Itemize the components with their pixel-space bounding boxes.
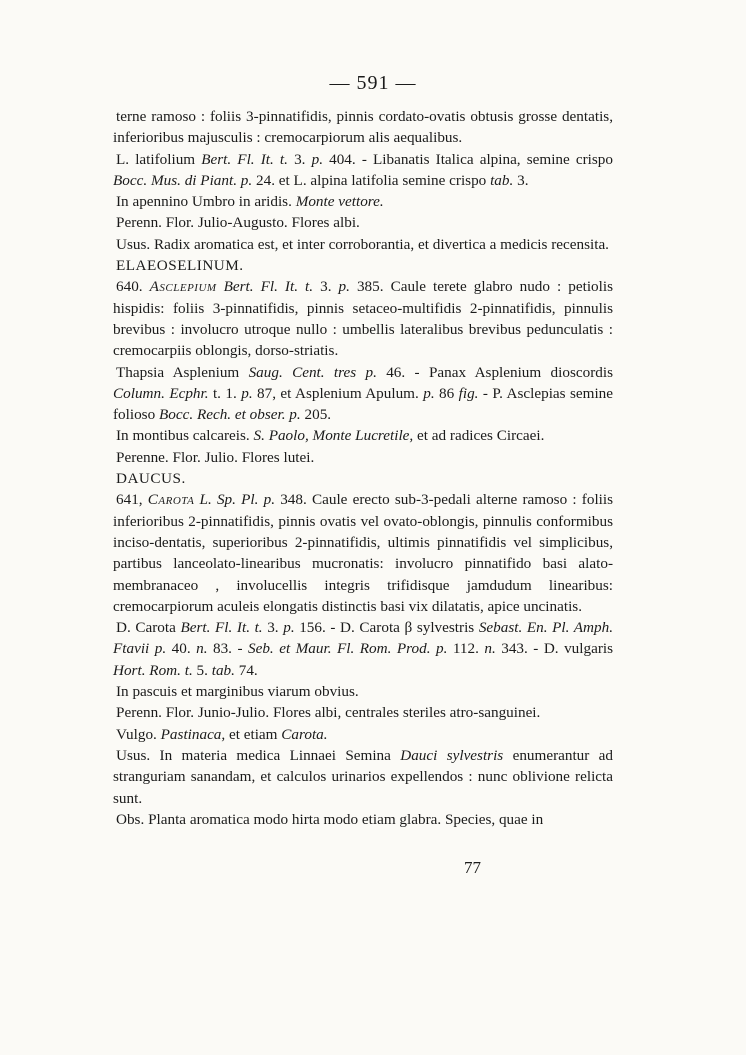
text-segment: L. Sp. Pl. p. — [199, 491, 276, 509]
text-segment: Asclepium — [149, 278, 217, 296]
paragraph-p04 — [113, 212, 613, 233]
text-segment: p. — [241, 384, 253, 402]
text-segment: Thapsia Asplenium — [116, 363, 249, 381]
text-segment: 640. — [116, 278, 150, 296]
paragraph-p07 — [113, 276, 613, 361]
text-segment: 385. Caule terete glabro nudo : petiolis hispidis: foliis 3-pinnatifidis, pinnis setaceo-multifidis 2-pinnatifidis, pinnulis brevibus : involucro utroque nullo : umbellis lateralibus brevibus pedunculatis : cremocarpiis oblongis, dorso-striatis. — [113, 278, 614, 360]
paragraph-p09 — [113, 425, 613, 446]
text-segment: Bert. Fl. It. t. — [201, 150, 288, 168]
paragraph-p05 — [113, 234, 613, 255]
text-segment: 3. — [313, 278, 339, 296]
text-segment: S. Paolo, Monte Lucretile, — [253, 427, 414, 445]
text-segment: 156. - D. Carota β sylvestris — [294, 619, 479, 637]
text-segment: 3. — [513, 171, 529, 189]
text-segment: Perenn. Flor. Junio-Julio. Flores albi, centrales steriles atro-sanguinei. — [116, 704, 541, 722]
text-segment: t. 1. — [208, 384, 242, 402]
text-segment: n. — [484, 640, 496, 658]
paragraph-p06 — [113, 255, 613, 276]
text-segment: Monte vettore. — [295, 193, 384, 211]
text-segment — [217, 278, 224, 295]
text-segment: Carota — [147, 491, 195, 509]
text-segment: p. — [283, 619, 295, 637]
text-segment: n. — [196, 640, 208, 658]
text-segment: tab. — [490, 171, 514, 189]
text-segment: Bocc. Mus. di Piant. p. — [113, 171, 253, 189]
text-segment: terne ramoso : foliis 3-pinnatifidis, pinnis cordato-ovatis obtusis grosse dentatis, inferioribus majusculis : cremocarpiorum alis aequalibus. — [113, 108, 613, 147]
text-segment: Saug. Cent. tres p. — [248, 363, 377, 381]
text-segment: Pastinaca, — [160, 725, 226, 743]
paragraph-p15 — [113, 702, 613, 723]
text-segment: p. — [311, 150, 323, 168]
paragraph-p01 — [113, 106, 613, 149]
text-segment: In montibus calcareis. — [116, 427, 254, 445]
text-segment: Hort. Rom. t. — [113, 661, 193, 679]
text-segment: enumerantur ad stranguriam sanandam, et calculos urinarios expellendos : nunc oblivione relicta sunt. — [113, 746, 614, 807]
text-segment: 40. — [166, 640, 197, 658]
paragraph-p10 — [113, 447, 613, 468]
text-segment: 86 — [434, 384, 459, 402]
text-segment: p. — [338, 278, 350, 296]
text-segment: 3. — [262, 619, 284, 637]
text-segment: fig. — [458, 384, 479, 402]
paragraph-p12 — [113, 489, 613, 617]
text-segment: Usus. In materia medica Linnaei Semina — [116, 746, 401, 764]
text-segment: 641, — [116, 491, 148, 509]
text-segment: 83. - — [207, 640, 248, 658]
text-segment: p. — [423, 384, 435, 402]
text-segment: ELAEOSELINUM. — [116, 257, 244, 275]
text-segment: Seb. et Maur. Fl. Rom. Prod. p. — [248, 640, 448, 658]
text-segment: 24. et L. alpina latifolia semine crispo — [252, 171, 491, 189]
text-segment: 5. — [192, 661, 212, 679]
text-segment: 205. — [300, 406, 332, 424]
text-segment: - P. Asclepias semine folioso — [113, 384, 614, 424]
text-segment: Vulgo. — [116, 725, 161, 743]
paragraph-p11 — [113, 468, 613, 489]
text-segment: L. latifolium — [116, 150, 202, 168]
paragraph-p02 — [113, 149, 613, 192]
signature-mark: 77 — [464, 858, 481, 877]
text-segment: et ad radices Circaei. — [413, 427, 545, 445]
text-segment: 74. — [234, 661, 258, 679]
text-segment: In pascuis et marginibus viarum obvius. — [116, 683, 359, 701]
paragraph-p14 — [113, 681, 613, 702]
paragraph-p18 — [113, 809, 613, 830]
text-segment: Dauci sylvestris — [400, 746, 504, 764]
paragraph-p13 — [113, 617, 613, 681]
text-segment: 112. — [447, 640, 485, 658]
text-segment: Bert. Fl. It. t. — [223, 278, 314, 296]
text-segment: 348. Caule erecto sub-3-pedali alterne ramoso : foliis inferioribus 2-pinnatifidis, pinnis ovatis vel ovato-oblongis, pinnulis conformibus inciso-dentatis, superioribus 2-pinnatifidis, ultimis pinnatifidis vel simplicibus, partibus lanceolato-linearibus mucronatis: involucro pinnatifido basi alato-membranaceo , involucellis integris trifidisque jamdudum linearibus: cremocarpiorum aculeis elongatis distinctis basi vix dilatatis, apice uncinatis. — [113, 491, 614, 615]
paragraph-p16 — [113, 724, 613, 745]
text-segment: 46. - Panax Asplenium dioscordis — [376, 363, 613, 381]
text-segment: Bert. Fl. It. t. — [180, 619, 263, 637]
paragraph-p08 — [113, 362, 613, 426]
text-segment: Perenn. Flor. Julio-Augusto. Flores albi. — [116, 214, 360, 232]
text-segment: 404. - Libanatis Italica alpina, semine crispo — [322, 150, 613, 168]
text-segment: D. Carota — [116, 619, 181, 637]
paragraph-p03 — [113, 191, 613, 212]
text-segment: In apennino Umbro in aridis. — [116, 193, 296, 211]
page-body — [113, 106, 613, 830]
text-segment: Bocc. Rech. et obser. p. — [159, 406, 301, 424]
text-segment: Obs. Planta aromatica modo hirta modo etiam glabra. Species, quae in — [116, 810, 544, 828]
text-segment: Perenne. Flor. Julio. Flores lutei. — [116, 448, 315, 466]
text-segment: 87, et Asplenium Apulum. — [252, 384, 424, 402]
text-segment: et etiam — [225, 725, 282, 743]
text-segment: Column. Ecphr. — [113, 384, 209, 402]
page-number: — 591 — — [329, 72, 417, 94]
text-segment: tab. — [211, 661, 235, 679]
text-segment: Carota. — [281, 725, 328, 743]
text-segment: 343. - D. vulgaris — [495, 640, 614, 658]
text-segment: 3. — [287, 150, 312, 168]
text-segment: Sebast. En. Pl. Amph. Ftavii p. — [113, 619, 614, 658]
text-segment: Usus. Radix aromatica est, et inter corroborantia, et divertica a medicis recensita. — [116, 235, 609, 253]
paragraph-p17 — [113, 745, 613, 809]
text-segment: DAUCUS. — [116, 470, 186, 488]
